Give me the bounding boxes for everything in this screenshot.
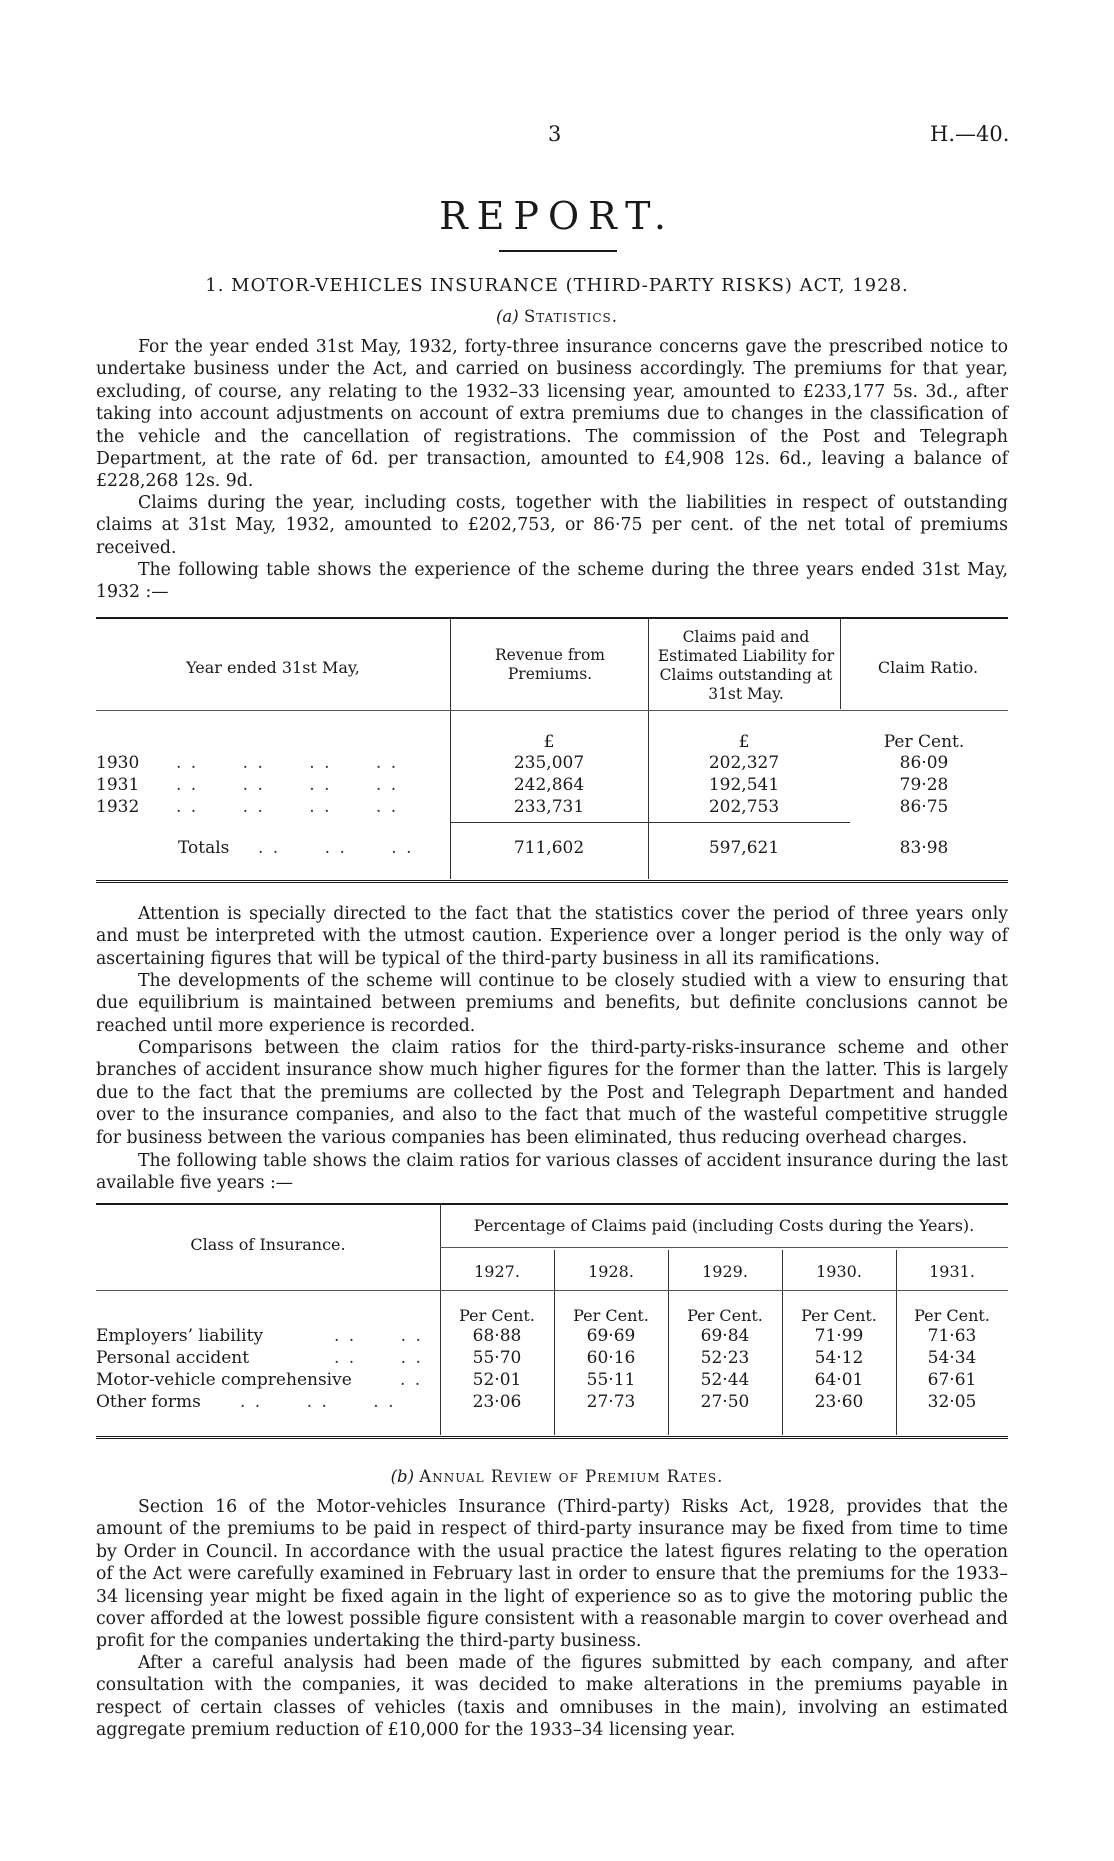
- percentage-value: 54·12: [814, 1348, 864, 1368]
- percentage-value: 52·23: [700, 1348, 750, 1368]
- leader-dots: . . . . . . . .: [176, 775, 399, 795]
- column-header-year: Year ended 31st May,: [186, 658, 360, 677]
- column-header-year: 1928.: [588, 1262, 634, 1281]
- column-header-revenue: Revenue from Premiums.: [494, 646, 605, 683]
- column-group-header: Percentage of Claims paid (including Costs during the Years).: [473, 1216, 975, 1235]
- row-class: Other forms: [96, 1392, 201, 1412]
- table-rule: [96, 880, 1008, 883]
- unit-claim-ratio: Per Cent.: [883, 732, 965, 752]
- leader-dots: . . . .: [334, 1348, 423, 1368]
- claims-value: 192,541: [708, 775, 780, 795]
- claim-ratio-value: 86·09: [899, 753, 949, 773]
- total-claim-ratio: 83·98: [899, 838, 949, 858]
- section-heading: 1. MOTOR-VEHICLES INSURANCE (THIRD-PARTY RISKS) ACT, 1928.: [205, 275, 909, 296]
- leader-dots: . . . . . .: [240, 1392, 396, 1412]
- row-year: 1932: [96, 797, 140, 817]
- percentage-value: 54·34: [927, 1348, 977, 1368]
- paragraph: The developments of the scheme will continue to be closely studied with a view to ensuring that due equilibrium is maintained between premiums and benefits, but definite conclusions cannot be reached until more experience is recorded.: [96, 971, 1008, 1036]
- percentage-value: 68·88: [472, 1326, 522, 1346]
- table-rule: [96, 1436, 1008, 1439]
- table-rule: [96, 617, 1008, 619]
- leader-dots: . . . .: [334, 1326, 423, 1346]
- subsection-a-title: Statistics.: [523, 307, 618, 326]
- percentage-value: 23·60: [814, 1392, 864, 1412]
- paragraph: Comparisons between the claim ratios for the third-party-risks-insurance scheme and other branches of accident insurance show much higher figures for the former than the latter. This is largely due to the fact that the premiums are collected by the Post and Telegraph Department and handed over to the insurance companies, and also to the fact that much of the wasteful competitive struggle for business between the various companies has been eliminated, thus reducing overhead charges.: [96, 1038, 1008, 1148]
- percentage-value: 55·70: [472, 1348, 522, 1368]
- header-rule: [440, 1247, 1008, 1248]
- column-header-claim-ratio: Claim Ratio.: [877, 658, 979, 677]
- total-claims: 597,621: [708, 838, 780, 858]
- percentage-value: 71·99: [814, 1326, 864, 1346]
- report-title: REPORT.: [439, 194, 675, 238]
- page-number: 3: [548, 122, 562, 146]
- percentage-value: 67·61: [927, 1370, 977, 1390]
- column-divider: [840, 619, 841, 709]
- claims-value: 202,753: [708, 797, 780, 817]
- leader-dots: . . . . . .: [258, 838, 414, 858]
- claims-value: 202,327: [708, 753, 780, 773]
- percentage-value: 69·69: [586, 1326, 636, 1346]
- percentage-value: 52·44: [700, 1370, 750, 1390]
- percentage-value: 27·73: [586, 1392, 636, 1412]
- percentage-value: 60·16: [586, 1348, 636, 1368]
- revenue-value: 233,731: [513, 797, 585, 817]
- row-class: Motor-vehicle comprehensive: [96, 1370, 352, 1390]
- percentage-value: 27·50: [700, 1392, 750, 1412]
- subsection-a-heading: [0, 307, 1114, 326]
- row-year: 1931: [96, 775, 140, 795]
- paragraph: Section 16 of the Motor-vehicles Insurance (Third-party) Risks Act, 1928, provides that the amount of the premiums to be paid in respect of third-party insurance may be fixed from time to time by Order in Council. In accordance with the usual practice the latest figures relating to the operation of the Act were carefully examined in February last in order to ensure that the premiums for the 1933–34 licensing year might be fixed again in the light of experience so as to give the motoring public the cover afforded at the lowest possible figure consistent with a reasonable margin to cover overhead and profit for the companies undertaking the third-party business.: [96, 1497, 1008, 1652]
- leader-dots: . . . . . . . .: [176, 753, 399, 773]
- leader-dots: . .: [400, 1370, 423, 1390]
- unit-label: Per Cent.: [801, 1306, 877, 1325]
- unit-claims: £: [738, 732, 750, 752]
- unit-label: Per Cent.: [459, 1306, 535, 1325]
- document-reference: H.—40.: [930, 122, 1010, 146]
- paragraph: After a careful analysis had been made of the figures submitted by each company, and after consultation with the companies, it was decided to make alterations in the premiums payable in respect of certain classes of vehicles (taxis and omnibuses in the main), involving an estimated aggregate premium reduction of £10,000 for the 1933–34 licensing year.: [96, 1653, 1008, 1741]
- revenue-value: 235,007: [513, 753, 585, 773]
- percentage-value: 32·05: [927, 1392, 977, 1412]
- revenue-value: 242,864: [513, 775, 585, 795]
- subsection-b-prefix: (b): [390, 1467, 415, 1486]
- column-header-claims: Claims paid and Estimated Liability for Claims outstanding at 31st May.: [657, 628, 835, 703]
- percentage-value: 23·06: [472, 1392, 522, 1412]
- column-header-class: Class of Insurance.: [190, 1235, 346, 1254]
- header-rule: [96, 1290, 1008, 1291]
- paragraph: Attention is specially directed to the fact that the statistics cover the period of three years only and must be interpreted with the utmost caution. Experience over a longer period is the only way of ascertaining figures that will be typical of the third-party business in all its ramifications.: [96, 904, 1008, 969]
- paragraph: The following table shows the claim ratios for various classes of accident insurance during the last available five years :—: [96, 1151, 1008, 1194]
- unit-label: Per Cent.: [573, 1306, 649, 1325]
- subsection-b-heading: [0, 1467, 1114, 1486]
- paragraph: The following table shows the experience of the scheme during the three years ended 31st May, 1932 :—: [96, 560, 1008, 603]
- column-header-year: 1931.: [929, 1262, 975, 1281]
- row-class: Employers’ liability: [96, 1326, 264, 1346]
- column-header-year: 1929.: [702, 1262, 748, 1281]
- column-header-year: 1927.: [474, 1262, 520, 1281]
- row-class: Personal accident: [96, 1348, 250, 1368]
- percentage-value: 64·01: [814, 1370, 864, 1390]
- percentage-value: 71·63: [927, 1326, 977, 1346]
- claim-ratio-value: 86·75: [899, 797, 949, 817]
- subsection-b-title: Annual Review of Premium Rates.: [419, 1467, 724, 1486]
- column-header-year: 1930.: [816, 1262, 862, 1281]
- totals-label: Totals: [178, 838, 230, 858]
- unit-revenue: £: [543, 732, 555, 752]
- totals-rule: [450, 822, 850, 823]
- header-rule: [96, 710, 1008, 711]
- paragraph: Claims during the year, including costs, together with the liabilities in respect of outstanding claims at 31st May, 1932, amounted to £202,753, or 86·75 per cent. of the net total of premiums received.: [96, 493, 1008, 558]
- percentage-value: 69·84: [700, 1326, 750, 1346]
- claim-ratio-value: 79·28: [899, 775, 949, 795]
- paragraph: For the year ended 31st May, 1932, forty-three insurance concerns gave the prescribed notice to undertake business under the Act, and carried on business accordingly. The premiums for that year, excluding, of course, any relating to the 1932–33 licensing year, amounted to £233,177 5s. 3d., after taking into account adjustments on account of extra premiums due to changes in the classification of the vehicle and the cancellation of registrations. The commission of the Post and Telegraph Department, at the rate of 6d. per transaction, amounted to £4,908 12s. 6d., leaving a balance of £228,268 12s. 9d.: [96, 337, 1008, 492]
- table-rule: [96, 1203, 1008, 1205]
- unit-label: Per Cent.: [914, 1306, 990, 1325]
- row-year: 1930: [96, 753, 140, 773]
- subsection-a-prefix: (a): [496, 307, 519, 326]
- percentage-value: 52·01: [472, 1370, 522, 1390]
- title-underline: [499, 250, 617, 252]
- total-revenue: 711,602: [513, 838, 585, 858]
- leader-dots: . . . . . . . .: [176, 797, 399, 817]
- percentage-value: 55·11: [586, 1370, 636, 1390]
- unit-label: Per Cent.: [687, 1306, 763, 1325]
